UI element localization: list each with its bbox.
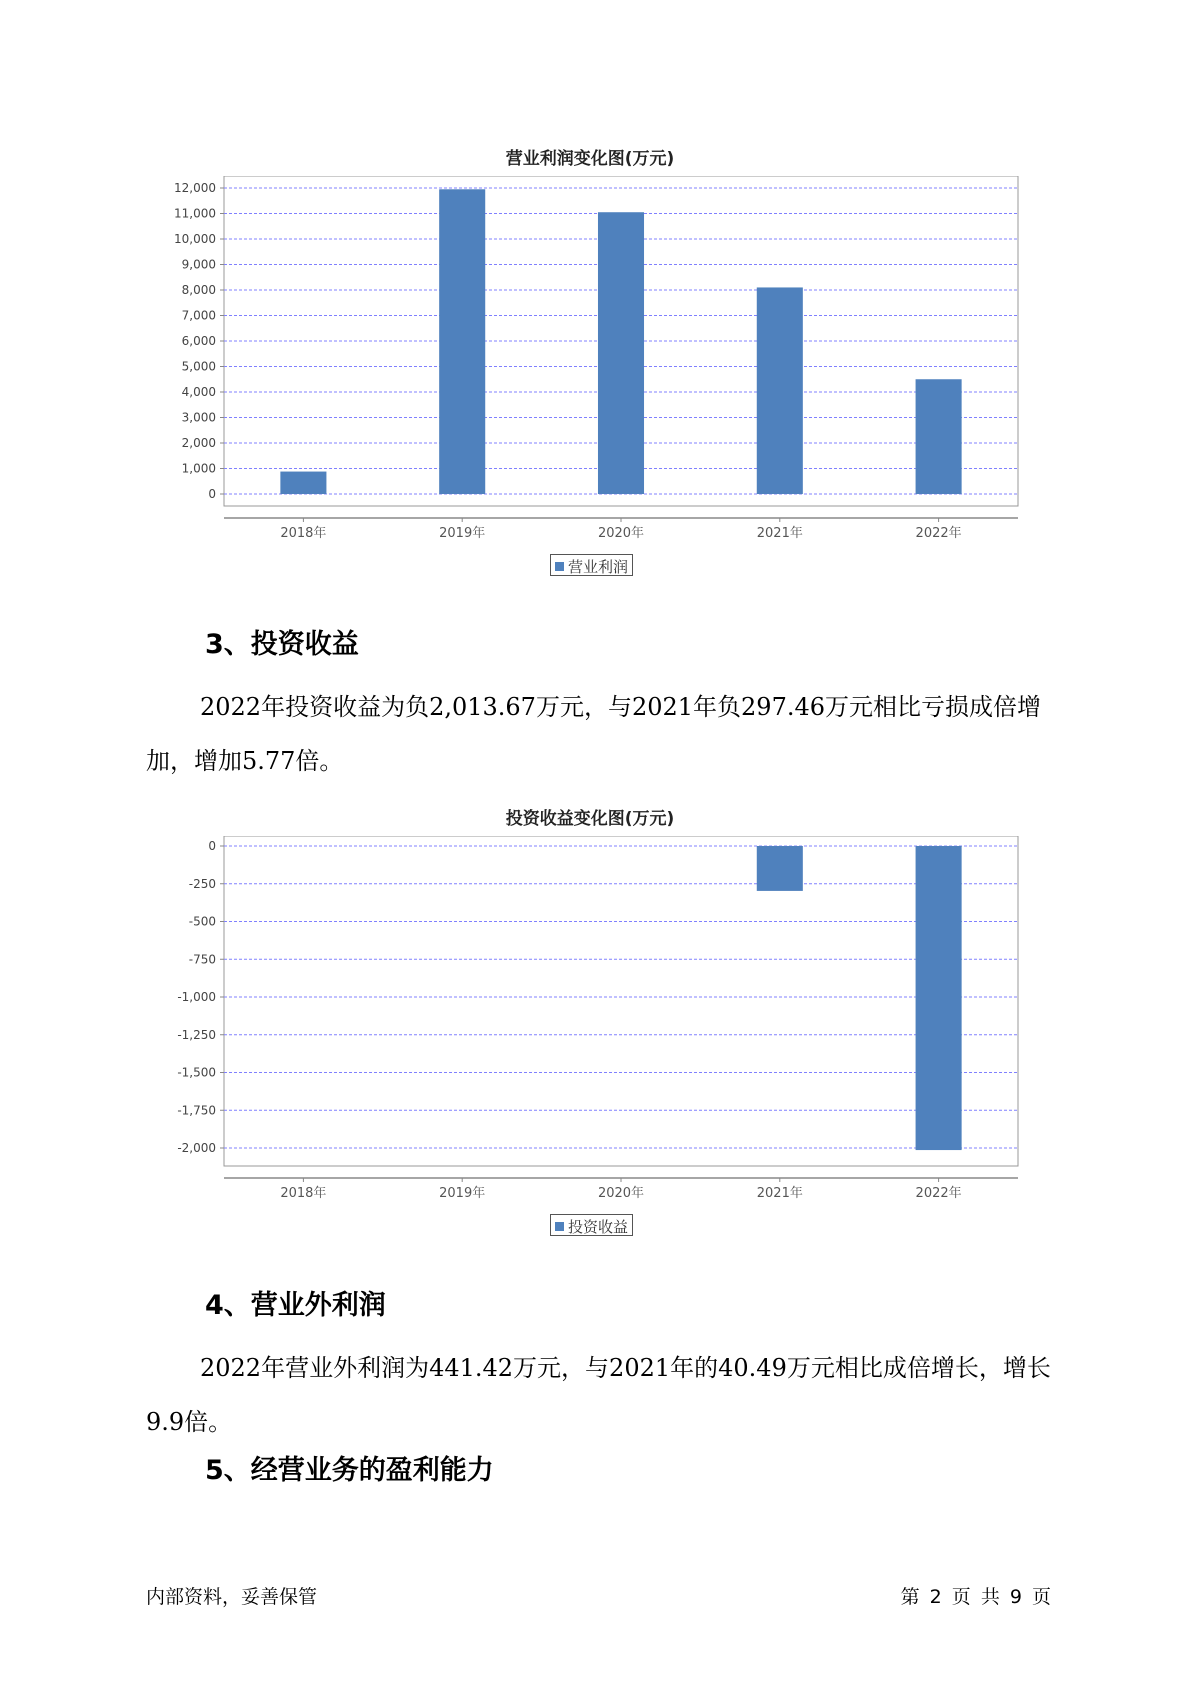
legend-swatch <box>555 562 564 571</box>
x-tick-label: 2022年 <box>915 526 962 541</box>
x-tick-label: 2020年 <box>597 526 645 541</box>
y-tick-label: 10,000 <box>174 232 216 246</box>
bar <box>598 212 644 494</box>
x-tick-label: 2019年 <box>439 526 486 541</box>
chart-title: 投资收益变化图(万元) <box>505 809 675 829</box>
y-tick-label: 0 <box>208 839 216 853</box>
chart-title: 营业利润变化图(万元) <box>505 149 675 169</box>
y-tick-label: -250 <box>188 876 216 891</box>
x-tick-label: 2020年 <box>597 1186 645 1201</box>
y-tick-label: 6,000 <box>181 334 216 348</box>
y-tick-label: -750 <box>188 952 216 967</box>
section-heading-5: 5、经营业务的盈利能力 <box>205 1455 494 1486</box>
chart-legend <box>550 1214 633 1236</box>
section-heading-3: 3、投资收益 <box>205 629 359 660</box>
operating-profit-chart <box>150 138 1030 598</box>
legend-label: 投资收益 <box>568 1218 629 1236</box>
investment-income-chart-plot <box>150 836 1030 1246</box>
x-tick-label: 2021年 <box>756 526 803 541</box>
y-tick-label: -1,500 <box>177 1065 216 1080</box>
y-tick-label: 5,000 <box>181 359 216 374</box>
y-tick-label: -500 <box>188 914 216 929</box>
section-paragraph-4: 2022年营业外利润为441.42万元，与2021年的40.49万元相比成倍增长，增长9.9倍。 <box>146 1354 1051 1436</box>
x-tick-label: 2019年 <box>439 1186 486 1201</box>
chart-legend <box>550 554 633 576</box>
bar <box>280 472 326 494</box>
legend-swatch <box>555 1222 564 1231</box>
legend-label: 营业利润 <box>568 558 629 576</box>
section-paragraph-3: 2022年投资收益为负2,013.67万元，与2021年负297.46万元相比亏损成倍增加，增加5.77倍。 <box>146 693 1042 775</box>
bar <box>916 846 962 1150</box>
y-tick-label: 2,000 <box>181 436 216 450</box>
section-heading-4: 4、营业外利润 <box>205 1290 386 1321</box>
y-tick-label: 8,000 <box>181 283 216 297</box>
investment-income-chart <box>150 798 1030 1258</box>
y-tick-label: 4,000 <box>181 385 216 399</box>
x-tick-label: 2018年 <box>280 526 327 541</box>
bar <box>439 189 485 494</box>
y-tick-label: 3,000 <box>181 410 216 425</box>
y-tick-label: 0 <box>208 487 216 501</box>
y-tick-label: 7,000 <box>181 308 216 323</box>
y-tick-label: 12,000 <box>174 181 216 195</box>
y-tick-label: -2,000 <box>177 1141 216 1155</box>
operating-profit-chart-plot <box>150 176 1030 586</box>
x-tick-label: 2022年 <box>915 1186 962 1201</box>
footer-confidential: 内部资料，妥善保管 <box>146 1586 318 1608</box>
y-tick-label: -1,250 <box>177 1027 216 1042</box>
bar <box>916 379 962 494</box>
x-tick-label: 2018年 <box>280 1186 327 1201</box>
bar <box>757 846 803 891</box>
y-tick-label: 11,000 <box>174 206 216 221</box>
bar <box>757 287 803 494</box>
y-tick-label: -1,000 <box>177 990 216 1004</box>
plot-area <box>224 836 1018 1166</box>
y-tick-label: 9,000 <box>181 257 216 272</box>
footer-page-number: 第 2 页 共 9 页 <box>900 1586 1051 1608</box>
y-tick-label: -1,750 <box>177 1103 216 1118</box>
x-tick-label: 2021年 <box>756 1186 803 1201</box>
y-tick-label: 1,000 <box>181 461 216 476</box>
